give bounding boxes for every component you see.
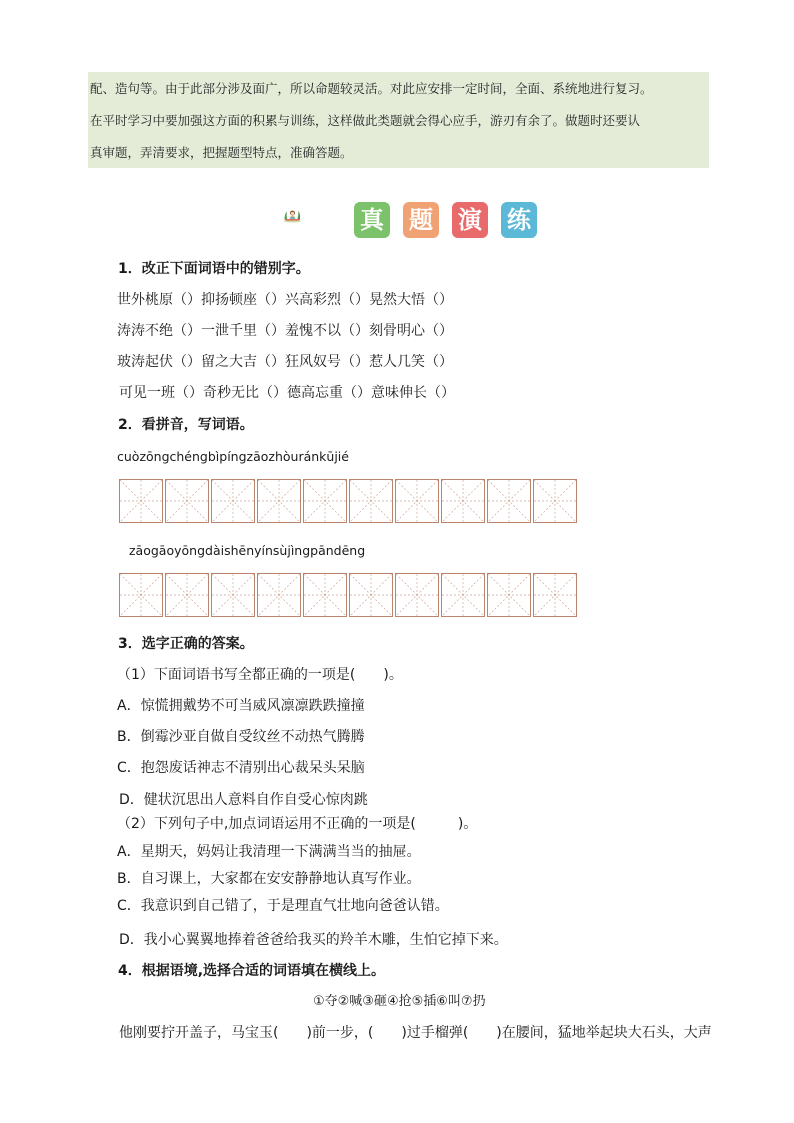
writing-box[interactable] xyxy=(165,573,209,617)
writing-box[interactable] xyxy=(349,573,393,617)
writing-box[interactable] xyxy=(349,479,393,523)
writing-box[interactable] xyxy=(487,479,531,523)
q1-line-1: 世外桃原（）抑扬顿座（）兴高彩烈（）晃然大悟（） xyxy=(117,292,453,308)
intro-line-2: 在平时学习中要加强这方面的积累与训练，这样做此类题就会得心应手，游刃有余了。做题时还要认 xyxy=(90,113,641,128)
q3-sub1-option-a: A．惊慌拥戴势不可当威风凛凛跌跌撞撞 xyxy=(117,698,365,714)
q1-line-2: 涛涛不绝（）一泄千里（）羞愧不以（）刻骨明心（） xyxy=(117,323,453,339)
writing-box[interactable] xyxy=(303,479,347,523)
banner-char-1: 真 xyxy=(354,202,390,238)
banner-char-2: 题 xyxy=(403,202,439,238)
intro-line-1: 配、造句等。由于此部分涉及面广，所以命题较灵活。对此应安排一定时间，全面、系统地进行复习。 xyxy=(90,81,653,96)
q3-sub2-option-a: A．星期天，妈妈让我清理一下满满当当的抽屉。 xyxy=(117,844,421,860)
writing-box[interactable] xyxy=(533,573,577,617)
writing-box[interactable] xyxy=(533,479,577,523)
q3-sub2-option-b: B．自习课上，大家都在安安静静地认真写作业。 xyxy=(117,871,421,887)
writing-box[interactable] xyxy=(395,573,439,617)
q2-pinyin-2: zāogāoyōngdàishēnyínsùjìngpāndēng xyxy=(129,543,366,558)
q2-pinyin-1: cuòzōngchéngbìpíngzāozhòuránkūjié xyxy=(117,449,349,464)
writing-box[interactable] xyxy=(395,479,439,523)
q3-sub2-option-d: D．我小心翼翼地捧着爸爸给我买的羚羊木雕，生怕它掉下来。 xyxy=(119,932,508,948)
writing-box[interactable] xyxy=(119,573,163,617)
q4-sentence: 他刚要拧开盖子，马宝玉( )前一步，( )过手榴弹( )在腰间，猛地举起块大石头，大声 xyxy=(119,1025,712,1041)
q3-sub1-option-c: C．抱怨废话神志不清别出心裁呆头呆脑 xyxy=(117,760,365,776)
reading-girl-illustration xyxy=(283,191,353,241)
writing-box[interactable] xyxy=(257,479,301,523)
writing-box[interactable] xyxy=(441,479,485,523)
q1-line-4: 可见一班（）奇秒无比（）德高忘重（）意味伸长（） xyxy=(119,385,455,401)
q2-writing-grid-1 xyxy=(119,479,579,523)
q3-sub1-question: （1）下面词语书写全都正确的一项是( )。 xyxy=(117,667,403,683)
writing-box[interactable] xyxy=(441,573,485,617)
q3-sub1-option-d: D．健状沉思出人意料自作自受心惊肉跳 xyxy=(119,792,368,808)
q1-heading: 1．改正下面词语中的错别字。 xyxy=(118,261,310,277)
writing-box[interactable] xyxy=(303,573,347,617)
q3-sub2-question: （2）下列句子中,加点词语运用不正确的一项是( )。 xyxy=(117,816,478,832)
writing-box[interactable] xyxy=(211,479,255,523)
q2-heading: 2．看拼音，写词语。 xyxy=(118,417,254,433)
q3-sub2-option-c: C．我意识到自己错了，于是理直气壮地向爸爸认错。 xyxy=(117,898,449,914)
writing-box[interactable] xyxy=(165,479,209,523)
q3-sub1-option-b: B．倒霉沙亚自做自受纹丝不动热气腾腾 xyxy=(117,729,365,745)
writing-box[interactable] xyxy=(211,573,255,617)
q2-writing-grid-2 xyxy=(119,573,579,617)
q4-heading: 4．根据语境,选择合适的词语填在横线上。 xyxy=(118,963,386,979)
writing-box[interactable] xyxy=(257,573,301,617)
q1-line-3: 玻涛起伏（）留之大吉（）狂风奴号（）惹人几笑（） xyxy=(117,354,453,370)
writing-box[interactable] xyxy=(119,479,163,523)
q4-word-choices: ①夺②喊③砸④抢⑤插⑥叫⑦扔 xyxy=(313,994,486,1009)
intro-line-3: 真审题，弄清要求，把握题型特点，准确答题。 xyxy=(90,145,353,160)
banner-char-4: 练 xyxy=(501,202,537,238)
banner-char-3: 演 xyxy=(452,202,488,238)
writing-box[interactable] xyxy=(487,573,531,617)
q3-heading: 3．选字正确的答案。 xyxy=(118,636,254,652)
